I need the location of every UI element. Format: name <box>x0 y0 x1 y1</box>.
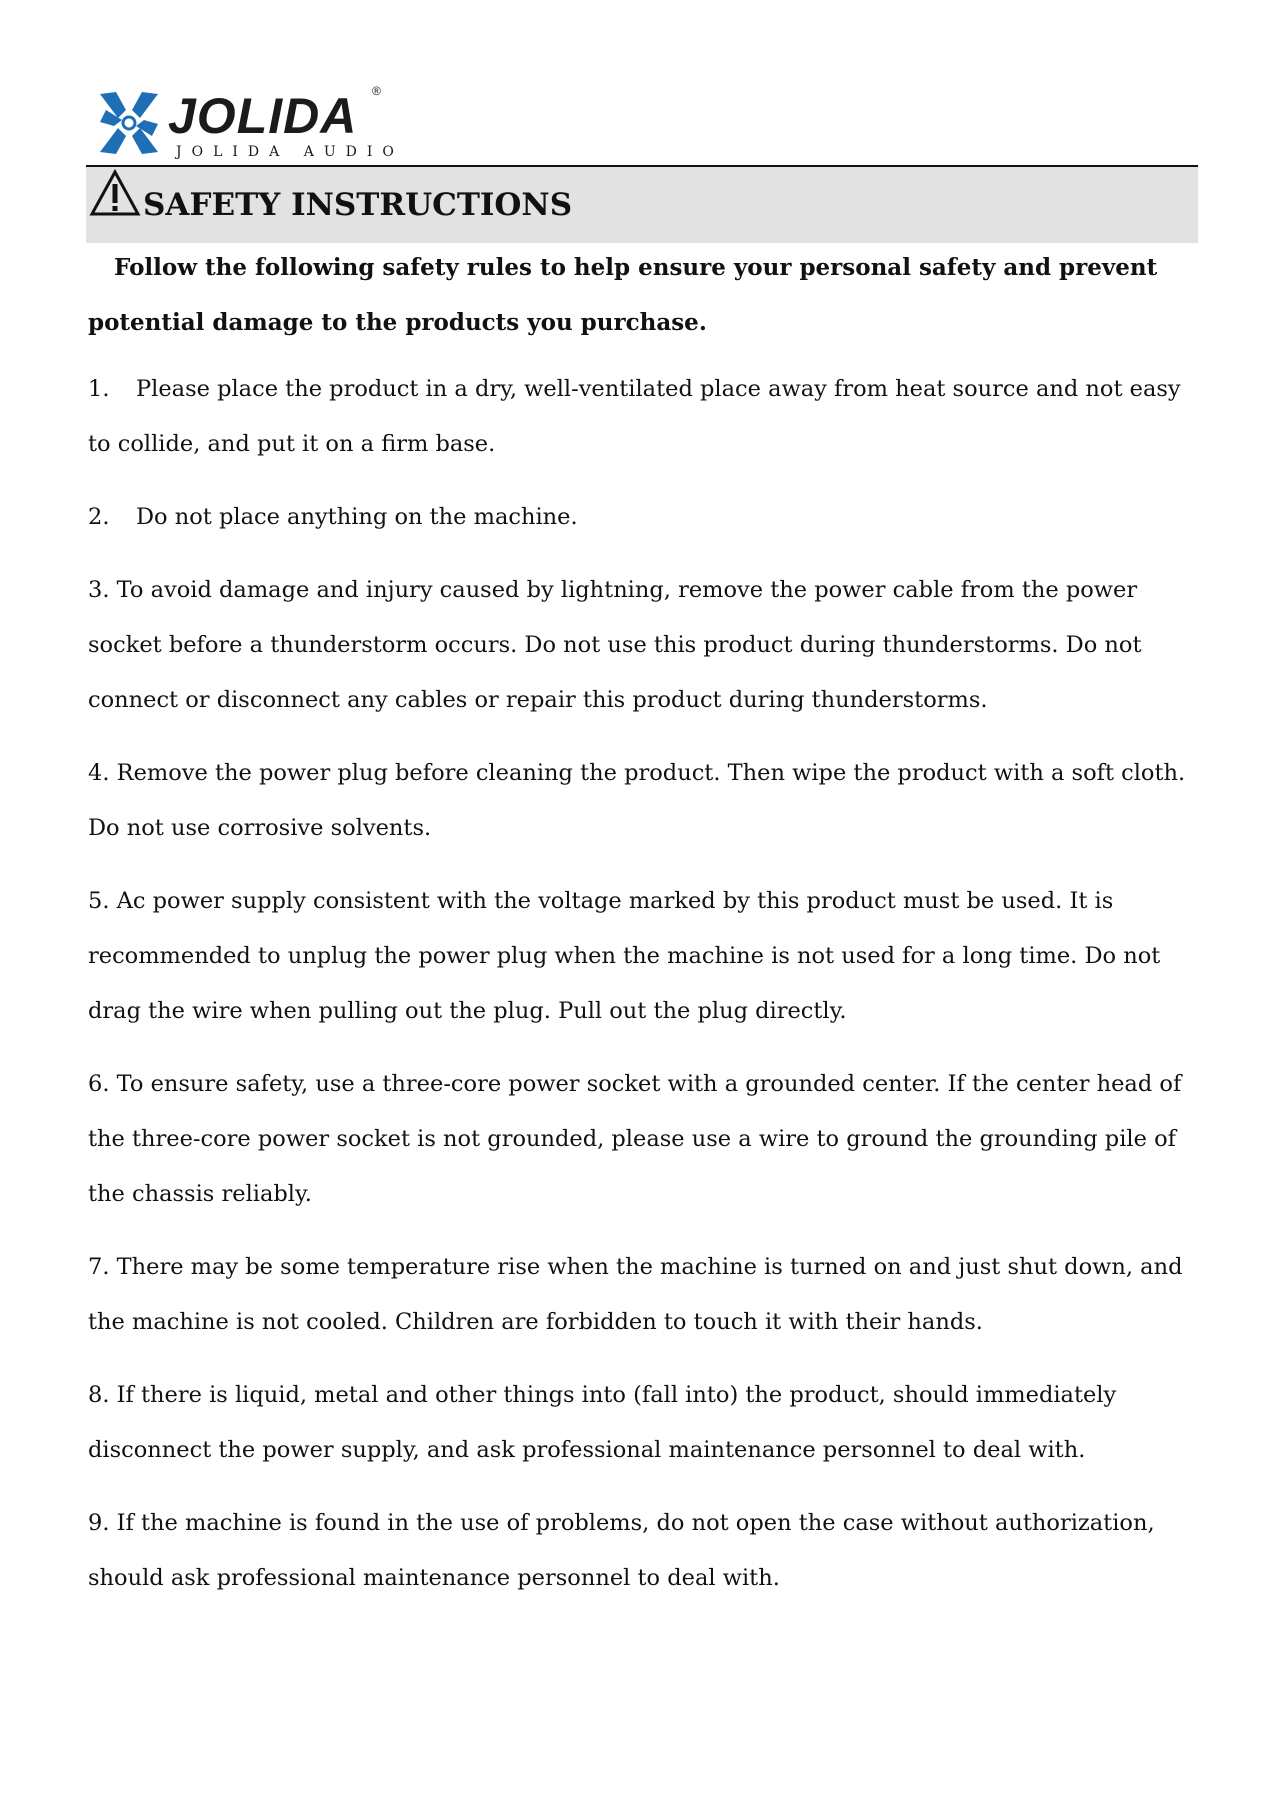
rule-text: To ensure safety, use a three-core power socket with a grounded center. If the center head of the three-core power socket is not grounded, please use a wire to ground the grounding pile of the chassis reliably. <box>88 1071 1182 1207</box>
safety-rules-list <box>88 362 1208 1624</box>
list-item <box>88 1240 1208 1350</box>
logo-wordmark: JOLIDA <box>168 88 358 144</box>
rule-number: 5. <box>88 888 110 914</box>
list-item <box>88 746 1208 856</box>
rule-number: 9. <box>88 1510 110 1536</box>
warning-triangle-icon <box>89 169 141 217</box>
list-item <box>88 490 1208 545</box>
rule-number: 6. <box>88 1071 110 1097</box>
rule-text: If there is liquid, metal and other things into (fall into) the product, should immediately disconnect the power supply, and ask professional maintenance personnel to deal with. <box>88 1382 1117 1463</box>
list-item <box>88 874 1208 1039</box>
list-item <box>88 362 1208 472</box>
rule-text: Remove the power plug before cleaning the product. Then wipe the product with a soft cloth. Do not use corrosive solvents. <box>88 760 1186 841</box>
list-item <box>88 1057 1208 1222</box>
rule-number: 2. <box>88 504 110 530</box>
rule-number: 1. <box>88 376 110 402</box>
jolida-logo <box>96 84 404 162</box>
rule-text: There may be some temperature rise when the machine is turned on and just shut down, and the machine is not cooled. Children are forbidden to touch it with their hands. <box>88 1254 1183 1335</box>
rule-text: To avoid damage and injury caused by lightning, remove the power cable from the power socket before a thunderstorm occurs. Do not use this product during thunderstorms. Do not connect or disconnect any cables or repair this product during thunderstorms. <box>88 577 1142 713</box>
registered-mark: ® <box>372 84 381 98</box>
rule-text: If the machine is found in the use of problems, do not open the case without authorization, should ask professional maintenance personnel to deal with. <box>88 1510 1155 1591</box>
rule-text: Ac power supply consistent with the voltage marked by this product must be used. It is recommended to unplug the power plug when the machine is not used for a long time. Do not drag the wire when pulling out the plug. Pull out the plug directly. <box>88 888 1161 1024</box>
rule-number: 8. <box>88 1382 110 1408</box>
rule-number: 3. <box>88 577 110 603</box>
list-item <box>88 1496 1208 1606</box>
rule-number: 7. <box>88 1254 110 1280</box>
list-item <box>88 1368 1208 1478</box>
intro-paragraph: Follow the following safety rules to help ensure your personal safety and prevent potential damage to the products you purchase. <box>88 254 1158 336</box>
list-item <box>88 563 1208 728</box>
jolida-emblem-icon <box>96 88 162 158</box>
rule-text: Do not place anything on the machine. <box>136 504 578 530</box>
rule-text: Please place the product in a dry, well-ventilated place away from heat source and not easy to collide, and put it on a firm base. <box>88 376 1181 457</box>
rule-number: 4. <box>88 760 110 786</box>
logo-tagline: JOLIDA AUDIO <box>176 144 404 160</box>
page-title: SAFETY INSTRUCTIONS <box>143 187 573 223</box>
